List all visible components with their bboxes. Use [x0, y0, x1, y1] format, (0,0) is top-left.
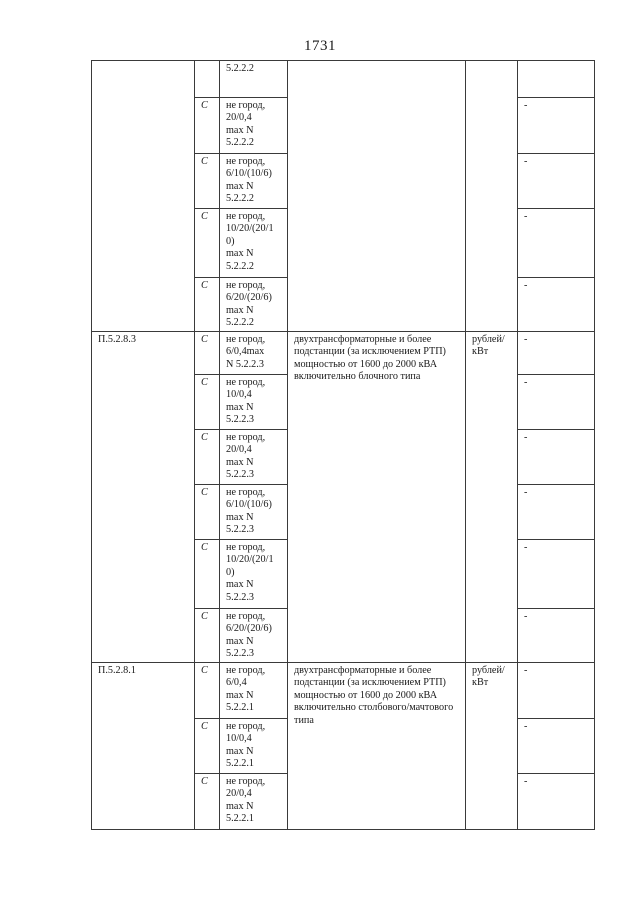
- value-cell: -: [518, 609, 595, 663]
- condition-cell: не город, 6/0,4max N 5.2.2.3: [220, 332, 288, 375]
- value-cell: -: [518, 375, 595, 430]
- code-cell: П.5.2.8.3: [92, 332, 195, 663]
- category-cell: C: [195, 540, 220, 609]
- description-cell: двухтрансформаторные и более подстанции (за исключением РТП) мощностью от 1600 до 2000 кВА включительно столбового/мачтового типа: [288, 663, 466, 830]
- category-cell: C: [195, 430, 220, 485]
- value-cell: -: [518, 209, 595, 278]
- value-cell: [518, 61, 595, 98]
- value-cell: -: [518, 154, 595, 209]
- condition-cell: не город, 10/20/(20/1 0) max N 5.2.2.3: [220, 540, 288, 609]
- table-row: [92, 332, 595, 375]
- category-cell: C: [195, 609, 220, 663]
- value-cell: -: [518, 278, 595, 332]
- unit-cell: рублей/ кВт: [466, 663, 518, 830]
- category-cell: C: [195, 375, 220, 430]
- value-cell: -: [518, 774, 595, 830]
- category-cell: C: [195, 719, 220, 774]
- value-cell: -: [518, 719, 595, 774]
- description-cell: двухтрансформаторные и более подстанции (за исключением РТП) мощностью от 1600 до 2000 кВА включительно блочного типа: [288, 332, 466, 663]
- category-cell: C: [195, 332, 220, 375]
- category-cell: C: [195, 209, 220, 278]
- condition-cell: не город, 20/0,4 max N 5.2.2.2: [220, 98, 288, 154]
- condition-cell: не город, 6/10/(10/6) max N 5.2.2.2: [220, 154, 288, 209]
- category-cell: [195, 61, 220, 98]
- category-cell: C: [195, 98, 220, 154]
- table-row: [92, 61, 595, 98]
- unit-cell: [466, 61, 518, 332]
- value-cell: -: [518, 485, 595, 540]
- code-cell: П.5.2.8.1: [92, 663, 195, 830]
- table-body: [92, 61, 595, 830]
- condition-cell: не город, 20/0,4 max N 5.2.2.3: [220, 430, 288, 485]
- value-cell: -: [518, 663, 595, 719]
- value-cell: -: [518, 540, 595, 609]
- category-cell: C: [195, 663, 220, 719]
- condition-cell: не город, 6/20/(20/6) max N 5.2.2.3: [220, 609, 288, 663]
- table-row: [92, 663, 595, 719]
- condition-cell: не город, 6/10/(10/6) max N 5.2.2.3: [220, 485, 288, 540]
- condition-cell: не город, 6/0,4 max N 5.2.2.1: [220, 663, 288, 719]
- category-cell: C: [195, 485, 220, 540]
- category-cell: C: [195, 774, 220, 830]
- category-cell: C: [195, 154, 220, 209]
- condition-cell: не город, 10/0,4 max N 5.2.2.3: [220, 375, 288, 430]
- condition-cell: 5.2.2.2: [220, 61, 288, 98]
- condition-cell: не город, 10/20/(20/1 0) max N 5.2.2.2: [220, 209, 288, 278]
- value-cell: -: [518, 430, 595, 485]
- value-cell: -: [518, 332, 595, 375]
- unit-cell: рублей/ кВт: [466, 332, 518, 663]
- condition-cell: не город, 20/0,4 max N 5.2.2.1: [220, 774, 288, 830]
- value-cell: -: [518, 98, 595, 154]
- category-cell: C: [195, 278, 220, 332]
- description-cell: [288, 61, 466, 332]
- condition-cell: не город, 6/20/(20/6) max N 5.2.2.2: [220, 278, 288, 332]
- condition-cell: не город, 10/0,4 max N 5.2.2.1: [220, 719, 288, 774]
- code-cell: [92, 61, 195, 332]
- tariff-table: [91, 60, 595, 830]
- page-number: 1731: [304, 38, 336, 54]
